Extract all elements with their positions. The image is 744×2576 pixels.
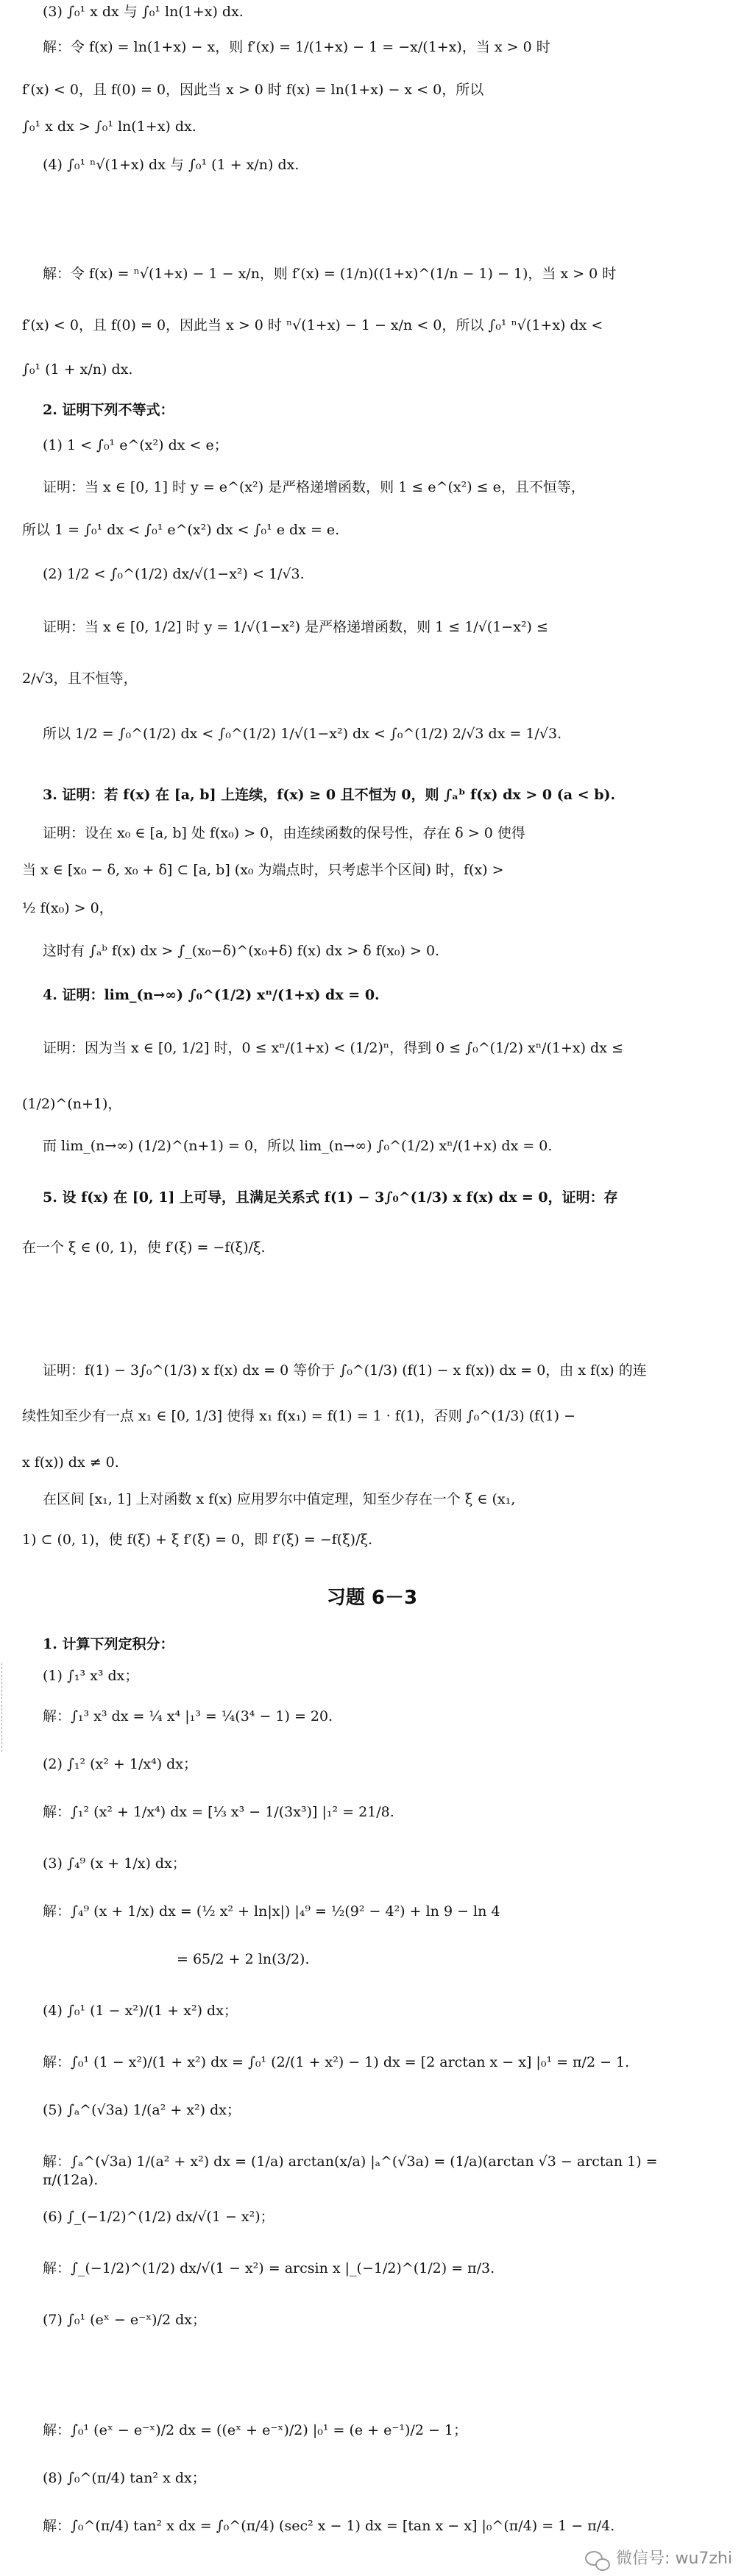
proof-4-line2: (1/2)^(n+1)，: [22, 1096, 122, 1112]
problem-5-line2: 在一个 ξ ∈ (0, 1)，使 f′(ξ) = −f(ξ)/ξ.: [22, 1239, 266, 1256]
exercise-1-5: (5) ∫ₐ^(√3a) 1/(a² + x²) dx；: [43, 2102, 241, 2118]
exercise-1-3: (3) ∫₄⁹ (x + 1/x) dx；: [43, 1855, 186, 1872]
proof-2-2-line3: 所以 1/2 = ∫₀^(1/2) dx < ∫₀^(1/2) 1/√(1−x²) dx < ∫₀^(1/2) 2/√3 dx = 1/√3.: [43, 726, 562, 742]
proof-5-line2: 续性知至少有一点 x₁ ∈ [0, 1/3] 使得 x₁ f(x₁) = f(1) = 1 · f(1)，否则 ∫₀^(1/3) (f(1) −: [22, 1408, 576, 1424]
proof-5-line3: x f(x)) dx ≠ 0.: [22, 1454, 119, 1471]
proof-5-line4: 在区间 [x₁, 1] 上对函数 x f(x) 应用罗尔中值定理，知至少存在一个 ξ ∈ (x₁,: [43, 1491, 516, 1507]
proof-2-2-line2: 2/√3，且不恒等，: [22, 670, 138, 687]
exercise-1-7-solution: 解：∫₀¹ (eˣ − e⁻ˣ)/2 dx = ((eˣ + e⁻ˣ)/2) |₀¹ = (e + e⁻¹)/2 − 1；: [43, 2422, 467, 2438]
solution-1-3-line1: 解：令 f(x) = ln(1+x) − x，则 f′(x) = 1/(1+x) − 1 = −x/(1+x)，当 x > 0 时: [43, 39, 550, 55]
exercise-1-8: (8) ∫₀^(π/4) tan² x dx；: [43, 2470, 206, 2486]
proof-4-line3: 而 lim_(n→∞) (1/2)^(n+1) = 0，所以 lim_(n→∞) ∫₀^(1/2) xⁿ/(1+x) dx = 0.: [43, 1138, 553, 1154]
solution-1-3-line3: ∫₀¹ x dx > ∫₀¹ ln(1+x) dx.: [22, 118, 196, 135]
problem-2-heading: 2. 证明下列不等式：: [43, 402, 174, 418]
exercise-1-4-solution: 解：∫₀¹ (1 − x²)/(1 + x²) dx = ∫₀¹ (2/(1 + x²) − 1) dx = [2 arctan x − x] |₀¹ = π/2 − 1.: [43, 2054, 630, 2070]
proof-2-2-line1: 证明：当 x ∈ [0, 1/2] 时 y = 1/√(1−x²) 是严格递增函数，则 1 ≤ 1/√(1−x²) ≤: [43, 619, 548, 635]
proof-4-line1: 证明：因为当 x ∈ [0, 1/2] 时，0 ≤ xⁿ/(1+x) < (1/2)ⁿ，得到 0 ≤ ∫₀^(1/2) xⁿ/(1+x) dx ≤: [43, 1040, 623, 1056]
problem-1-4: (4) ∫₀¹ ⁿ√(1+x) dx 与 ∫₀¹ (1 + x/n) dx.: [43, 157, 300, 173]
exercise-1-1-solution: 解：∫₁³ x³ dx = ¼ x⁴ |₁³ = ¼(3⁴ − 1) = 20.: [43, 1708, 333, 1724]
problem-3: 3. 证明：若 f(x) 在 [a, b] 上连续，f(x) ≥ 0 且不恒为 0，则 ∫ₐᵇ f(x) dx > 0 (a < b).: [43, 787, 616, 803]
exercise-1-4: (4) ∫₀¹ (1 − x²)/(1 + x²) dx；: [43, 2003, 238, 2019]
proof-3-line1: 证明：设在 x₀ ∈ [a, b] 处 f(x₀) > 0，由连续函数的保号性，存在 δ > 0 使得: [43, 825, 525, 841]
proof-2-1-line1: 证明：当 x ∈ [0, 1] 时 y = e^(x²) 是严格递增函数，则 1 ≤ e^(x²) ≤ e，且不恒等，: [43, 479, 585, 495]
problem-2-2: (2) 1/2 < ∫₀^(1/2) dx/√(1−x²) < 1/√3.: [43, 566, 305, 582]
exercise-1-2-solution: 解：∫₁² (x² + 1/x⁴) dx = [⅓ x³ − 1/(3x³)] |₁² = 21/8.: [43, 1804, 394, 1820]
exercise-1-2: (2) ∫₁² (x² + 1/x⁴) dx；: [43, 1756, 198, 1772]
exercise-1-7: (7) ∫₀¹ (eˣ − e⁻ˣ)/2 dx；: [43, 2312, 206, 2328]
solution-1-4-line3: ∫₀¹ (1 + x/n) dx.: [22, 361, 133, 378]
proof-5-line1: 证明：f(1) − 3∫₀^(1/3) x f(x) dx = 0 等价于 ∫₀^(1/3) (f(1) − x f(x)) dx = 0，由 x f(x) 的连: [43, 1362, 647, 1379]
section-title: 习题 6－3: [326, 1587, 418, 1609]
proof-2-1-line2: 所以 1 = ∫₀¹ dx < ∫₀¹ e^(x²) dx < ∫₀¹ e dx = e.: [22, 522, 340, 538]
exercise-1-8-solution: 解：∫₀^(π/4) tan² x dx = ∫₀^(π/4) (sec² x − 1) dx = [tan x − x] |₀^(π/4) = 1 − π/4.: [43, 2518, 615, 2534]
exercise-1-6: (6) ∫_(−1/2)^(1/2) dx/√(1 − x²)；: [43, 2209, 274, 2225]
proof-5-line5: 1) ⊂ (0, 1)，使 f(ξ) + ξ f′(ξ) = 0，即 f′(ξ) = −f(ξ)/ξ.: [22, 1532, 372, 1548]
proof-3-line3: ½ f(x₀) > 0，: [22, 900, 113, 916]
wechat-icon: [585, 2550, 610, 2570]
exercise-1-1: (1) ∫₁³ x³ dx；: [43, 1668, 139, 1684]
wechat-watermark: [585, 2549, 732, 2570]
solution-1-4-line1: 解：令 f(x) = ⁿ√(1+x) − 1 − x/n，则 f′(x) = (1/n)((1+x)^(1/n − 1) − 1)，当 x > 0 时: [43, 266, 617, 282]
problem-1-3: (3) ∫₀¹ x dx 与 ∫₀¹ ln(1+x) dx.: [43, 4, 244, 20]
exercise-1-heading: 1. 计算下列定积分：: [43, 1636, 174, 1652]
watermark-text: 微信号: wu7zhi: [616, 2550, 732, 2569]
problem-4: 4. 证明：lim_(n→∞) ∫₀^(1/2) xⁿ/(1+x) dx = 0.: [43, 987, 380, 1003]
exercise-1-3-solution: 解：∫₄⁹ (x + 1/x) dx = (½ x² + ln|x|) |₄⁹ = ½(9² − 4²) + ln 9 − ln 4: [43, 1903, 500, 1919]
proof-3-line4: 这时有 ∫ₐᵇ f(x) dx > ∫_(x₀−δ)^(x₀+δ) f(x) dx > δ f(x₀) > 0.: [43, 943, 440, 959]
problem-2-1: (1) 1 < ∫₀¹ e^(x²) dx < e；: [43, 437, 228, 453]
exercise-1-6-solution: 解：∫_(−1/2)^(1/2) dx/√(1 − x²) = arcsin x |_(−1/2)^(1/2) = π/3.: [43, 2260, 495, 2276]
problem-5-line1: 5. 设 f(x) 在 [0, 1] 上可导，且满足关系式 f(1) − 3∫₀^(1/3) x f(x) dx = 0，证明：存: [43, 1189, 618, 1206]
exercise-1-3-solution-cont: = 65/2 + 2 ln(3/2).: [177, 1951, 310, 1967]
solution-1-4-line2: f′(x) < 0，且 f(0) = 0，因此当 x > 0 时 ⁿ√(1+x) − 1 − x/n < 0，所以 ∫₀¹ ⁿ√(1+x) dx <: [22, 317, 603, 333]
proof-3-line2: 当 x ∈ [x₀ − δ, x₀ + δ] ⊂ [a, b] (x₀ 为端点时，只考虑半个区间) 时，f(x) >: [22, 862, 504, 878]
margin-dashes: [1, 1663, 7, 1752]
solution-1-3-line2: f′(x) < 0，且 f(0) = 0，因此当 x > 0 时 f(x) = ln(1+x) − x < 0，所以: [22, 82, 484, 98]
exercise-1-5-solution: 解：∫ₐ^(√3a) 1/(a² + x²) dx = (1/a) arctan(x/a) |ₐ^(√3a) = (1/a)(arctan √3 − arctan 1) = π/(12a).: [43, 2154, 662, 2188]
